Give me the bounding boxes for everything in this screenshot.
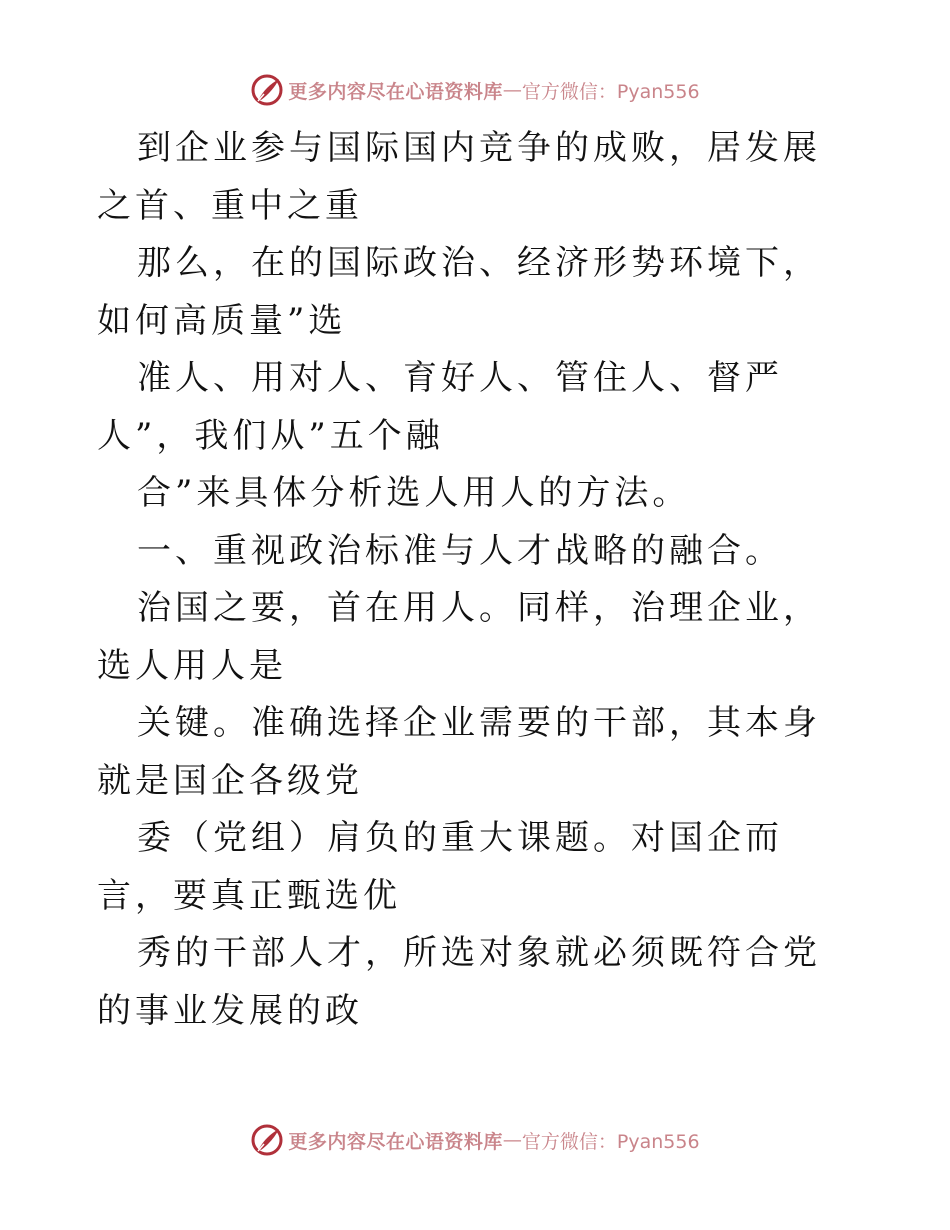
- paragraph: 关键。准确选择企业需要的干部，其本身就是国企各级党: [97, 703, 821, 801]
- paragraph: 一、重视政治标准与人才战略的融合。: [137, 530, 783, 571]
- paragraph: 秀的干部人才，所选对象就必须既符合党的事业发展的政: [97, 933, 821, 1031]
- banner-separator: —: [502, 79, 522, 101]
- paragraph: 到企业参与国际国内竞争的成败，居发展之首、重中之重: [97, 128, 821, 226]
- banner-wechat: 官方微信：Pyan556: [521, 80, 700, 103]
- header-watermark-banner: [0, 70, 950, 110]
- banner-separator: —: [502, 1129, 522, 1151]
- footer-watermark-banner: [0, 1120, 950, 1160]
- paragraph: 委（党组）肩负的重大课题。对国企而言，要真正甄选优: [97, 818, 783, 916]
- banner-text: 更多内容尽在心语资料库: [288, 1130, 503, 1153]
- paragraph: 准人、用对人、育好人、管住人、督严人”，我们从”五个融: [97, 358, 783, 456]
- paragraph: 治国之要，首在用人。同样，治理企业，选人用人是: [97, 588, 821, 686]
- quill-logo-icon: [250, 73, 284, 107]
- quill-logo-icon: [250, 1123, 284, 1157]
- paragraph: 合”来具体分析选人用人的方法。: [137, 473, 691, 513]
- paragraph: 那么，在的国际政治、经济形势环境下，如何高质量”选: [97, 243, 821, 341]
- banner-text: 更多内容尽在心语资料库: [288, 80, 503, 103]
- document-body: [97, 120, 857, 1040]
- banner-wechat: 官方微信：Pyan556: [521, 1130, 700, 1153]
